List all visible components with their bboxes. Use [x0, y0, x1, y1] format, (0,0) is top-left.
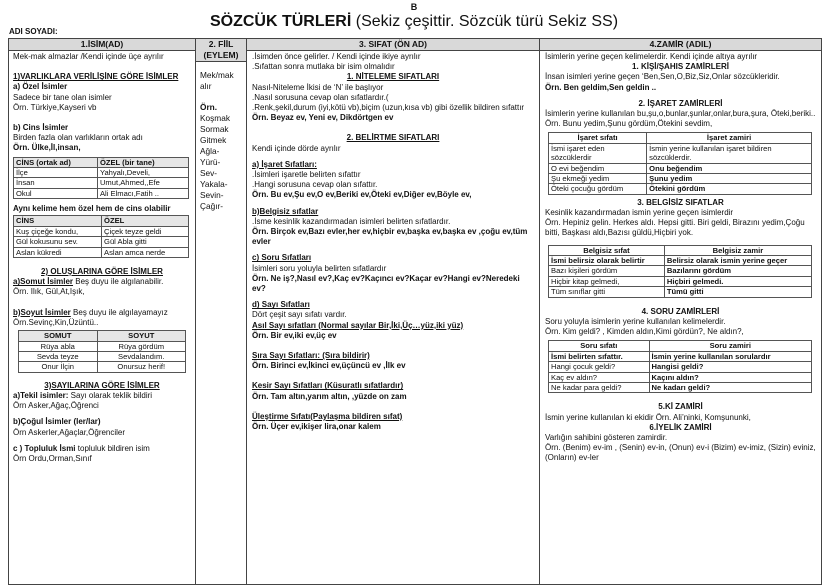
worksheet: [8, 38, 822, 585]
sifat-intro-2: .Sıfattan sonra mutlaka bir isim olmalıdır: [252, 62, 395, 72]
table-cell: Umut,Ahmed,,Efe: [97, 178, 188, 188]
table-row: [549, 256, 812, 266]
table-row: [14, 168, 189, 178]
table-header: Belgisiz sıfat: [549, 245, 665, 255]
sayilarina-title: 3)SAYILARINA GÖRE İSİMLER: [44, 380, 160, 390]
ki-zamir-desc: İsmin yerine kullanılan ki ekidir Örn. Ali’ninki, Komşununki,: [545, 412, 751, 422]
table-cell: Sevda teyze: [19, 351, 98, 361]
table-cell: Aslan amca nerde: [102, 247, 189, 257]
table-cell: Şunu yedim: [647, 174, 812, 184]
table-header: Soru zamiri: [649, 341, 811, 351]
somut-example: Örn. Ilık, Gül,At,Işık,: [13, 287, 85, 297]
fiil-example: Koşmak: [200, 113, 230, 123]
table-cell: Rüya abla: [19, 341, 98, 351]
table-cell: Kaç ev aldın?: [549, 372, 650, 382]
table-row: [549, 351, 812, 361]
tekil-desc: Sayı olarak teklik bildiri: [70, 390, 153, 400]
table-header: ÖZEL (bir tane): [97, 157, 188, 167]
isaret-sifat-line-1: .İsimleri işaretle belirten sıfattır: [252, 170, 361, 180]
table-row: [549, 266, 812, 276]
table-cell: Ötekini gördüm: [647, 184, 812, 194]
somut-title: a)Somut İsimler: [13, 277, 74, 287]
fiil-example: Yakala-: [200, 179, 228, 189]
niteleme-title: 1. NİTELEME SIFATLARI: [346, 72, 440, 82]
fiil-example: Sev-: [200, 168, 218, 178]
table-cell: Hangi çocuk geldi?: [549, 362, 650, 372]
tekil-example: Örn Asker,Ağaç,Öğrenci: [13, 401, 99, 411]
table-row: [14, 247, 189, 257]
title-sub: (Sekiz çeşittir. Sözcük türü Sekiz SS): [355, 13, 619, 30]
topluluk-title: c ) Topluluk İsmi: [13, 443, 76, 453]
topluluk-desc: topluluk bildiren isim: [77, 443, 150, 453]
cogul-title: b)Çoğul İsimler (ler/lar): [13, 417, 101, 427]
sifat-intro-1: .İsimden önce gelirler. / Kendi içinde ikiye ayrılır: [252, 52, 421, 61]
table-cell: O evi beğendim: [549, 163, 647, 173]
belgisiz-sifat-example: Örn. Birçok ev,Bazı evler,her ev,hiçbir ev,başka ev,başka ev ,çoğu ev,tüm evler: [252, 227, 528, 247]
table-row: [14, 178, 189, 188]
kisi-zamir-title: 1. KİŞİ/ŞAHIS ZAMİRLERİ: [632, 62, 729, 72]
iyelik-zamir-title: 6.İYELİK ZAMİRİ: [649, 422, 712, 432]
soru-sifat-line-1: İsimleri soru yoluyla belirten sıfatlardır: [252, 263, 387, 273]
belirtme-desc: Kendi içinde dörde ayrılır: [252, 143, 341, 153]
fiil-line: alır: [200, 81, 212, 91]
table-header: İşaret zamiri: [647, 133, 812, 143]
cogul-example: Örn Askerler,Ağaçlar,Öğrenciler: [13, 427, 126, 437]
soru-zamir-desc: Soru yoluyla isimlerin yerine kullanılan kelimelerdir.: [545, 316, 726, 326]
table-cell: Belirsiz olarak ismin yerine geçer: [664, 256, 811, 266]
sayi-sifat-title: d) Sayı Sıfatları: [252, 300, 310, 310]
table-cell: Onursuz herif!: [97, 362, 185, 372]
table-header: CİNS: [14, 216, 102, 226]
table-row: [549, 362, 812, 372]
cins-ozel-table: [13, 157, 189, 200]
somut-soyut-table: [18, 330, 186, 373]
fiil-example: Sormak: [200, 124, 229, 134]
niteleme-line-1: Nasıl-Niteleme İkisi de ‘N’ ile başlıyor: [252, 82, 384, 92]
ozel-isim-desc: Sadece bir tane olan isimler: [13, 92, 112, 102]
table-cell: Hiçbir kitap gelmedi,: [549, 276, 665, 286]
table-row: [549, 174, 812, 184]
table-cell: İlçe: [14, 168, 98, 178]
soru-zamir-title: 4. SORU ZAMİRLERİ: [641, 306, 720, 316]
page-letter: B: [410, 2, 418, 12]
fiil-header-line1: 2. FİİL: [208, 39, 234, 49]
table-header: Belgisiz zamir: [664, 245, 811, 255]
column-fiil: [196, 39, 247, 584]
belgisiz-zamir-desc: Kesinlik kazandırmadan ismin yerine geçen isimlerdir: [545, 208, 734, 218]
belgisiz-sifat-title: b)Belgisiz sıfatlar: [252, 206, 319, 216]
soru-zamir-example: Örn. Kim geldi? , Kimden aldın,Kimi gördün?, Ne aldın?,: [545, 327, 744, 337]
isim-header: 1.İSİM(AD): [9, 39, 195, 51]
oluslarina-title: 2) OLUŞLARINA GÖRE İSİMLER: [41, 267, 163, 277]
table-cell: Hiçbiri gelmedi.: [664, 276, 811, 286]
isaret-zamir-title: 2. İŞARET ZAMİRLERİ: [638, 98, 723, 108]
name-label: ADI SOYADI:: [9, 27, 58, 36]
table-cell: Yahyalı,Develi,: [97, 168, 188, 178]
table-header: İşaret sıfatı: [549, 133, 647, 143]
table-cell: Rüya gördüm: [97, 341, 185, 351]
isaret-table: [548, 132, 812, 194]
asil-sayi-title: Asıl Sayı sıfatları (Normal sayılar Bir,İki,Üç…yüz,iki yüz): [252, 320, 464, 330]
soru-table: [548, 340, 812, 393]
belgisiz-zamir-example: Örn. Hepiniz gelin. Herkes aldı. Hepsi gitti. Biri geldi, Birazını yedim,Çoğu bitti, Başkası aldı,Bazısı güldü,Hiçbiri yok.: [545, 218, 805, 238]
table-row: [549, 163, 812, 173]
asil-sayi-example: Örn. Bir ev,iki ev,üç ev: [252, 330, 337, 340]
isaret-sifat-example: Örn. Bu ev,Şu ev,O ev,Beriki ev,Öteki ev,Diğer ev,Böyle ev,: [252, 190, 472, 200]
table-cell: Bazı kişileri gördüm: [549, 266, 665, 276]
varliklara-title: 1)VARLIKLARA VERİLİŞİNE GÖRE İSİMLER: [13, 72, 179, 82]
topluluk-example: Örn Ordu,Orman,Sınıf: [13, 453, 92, 463]
table-cell: Onur İlçin: [19, 362, 98, 372]
table-row: [549, 372, 812, 382]
iyelik-zamir-desc: Varlığın sahibini gösteren zamirdir.: [545, 432, 668, 442]
fiil-example-label: Örn.: [200, 102, 218, 112]
cins-isim-example: Örn. Ülke,İl,insan,: [13, 143, 81, 153]
isaret-sifat-title: a) İşaret Sıfatları:: [252, 159, 317, 169]
table-row: [549, 382, 812, 392]
soyut-title: b)Soyut İsimler: [13, 307, 71, 317]
cins-isim-desc: Birden fazla olan varlıkların ortak adı: [13, 133, 143, 143]
ozel-isim-example: Örn. Türkiye,Kayseri vb: [13, 102, 97, 112]
belirtme-title: 2. BELİRTME SIFATLARI: [346, 133, 440, 143]
table-row: [14, 188, 189, 198]
kisi-zamir-desc: İnsan isimleri yerine geçen ‘Ben,Sen,O,Biz,Siz,Onlar sözcükleridir.: [545, 72, 780, 82]
belgisiz-sifat-line-1: .İsme kesinlik kazandırmadan isimleri belirten sıfatlardır.: [252, 216, 451, 226]
zamir-intro: İsimlerin yerine geçen kelimelerdir. Kendi içinde altıya ayrılır: [545, 52, 758, 61]
column-isim: [9, 39, 196, 584]
both-note: Aynı kelime hem özel hem de cins olabilir: [13, 204, 171, 214]
soyut-desc: Beş duyu ile algılayamayız: [73, 307, 168, 317]
table-row: [14, 226, 189, 236]
soyut-example: Örn.Sevinç,Kin,Üzüntü..: [13, 317, 99, 327]
table-cell: Gül kokusunu sev.: [14, 237, 102, 247]
isaret-sifat-line-2: .Hangi sorusuna cevap olan sıfattır.: [252, 180, 378, 190]
table-header: ÖZEL: [102, 216, 189, 226]
iyelik-zamir-example: Örn. (Benim) ev-im , (Senin) ev-in, (Onun) ev-i (Bizim) ev-imiz, (Sizin) eviniz,(Onların) ev-ler: [545, 443, 816, 463]
fiil-example: Sevin-: [200, 190, 224, 200]
table-row: [549, 143, 812, 163]
ozel-isim-title: a) Özel İsimler: [13, 82, 68, 92]
table-cell: Okul: [14, 188, 98, 198]
table-cell: Sevdalandım.: [97, 351, 185, 361]
table-cell: Çiçek teyze geldi: [102, 226, 189, 236]
table-row: [19, 341, 186, 351]
fiil-example: Gitmek: [200, 135, 227, 145]
table-row: [14, 237, 189, 247]
table-cell: İsmi işaret eden sözcüklerdir: [549, 143, 647, 163]
soru-sifat-example: Örn. Ne iş?,Nasıl ev?,Kaç ev?Kaçıncı ev?Kaçar ev?Hangi ev?Neredeki ev?: [252, 273, 520, 294]
fiil-header-line2: (EYLEM): [203, 50, 239, 60]
table-cell: Gül Abla gitti: [102, 237, 189, 247]
table-row: [19, 362, 186, 372]
table-header: SOYUT: [97, 331, 185, 341]
zamir-header: 4.ZAMİR (ADIL): [540, 39, 821, 51]
table-cell: Ne kadar para geldi?: [549, 382, 650, 392]
table-header: Soru sıfatı: [549, 341, 650, 351]
cins-ozel-table-2: [13, 215, 189, 258]
table-cell: Kuş çiçeğe kondu,: [14, 226, 102, 236]
sira-sayi-title: Sıra Sayı Sıfatları: (Sıra bildirir): [252, 351, 370, 361]
column-zamir: [540, 39, 821, 584]
table-cell: Aslan kükredi: [14, 247, 102, 257]
ulestirme-example: Örn. Üçer ev,ikişer lira,onar kalem: [252, 422, 381, 432]
fiil-header: [196, 39, 246, 62]
isim-intro: Mek-mak almazlar /Kendi içinde üçe ayrılır: [13, 52, 164, 61]
niteleme-example: Örn. Beyaz ev, Yeni ev, Dikdörtgen ev: [252, 113, 394, 123]
table-row: [549, 276, 812, 286]
table-row: [549, 287, 812, 297]
table-cell: Hangisi geldi?: [649, 362, 811, 372]
fiil-example: Yürü-: [200, 157, 221, 167]
kesir-sayi-example: Örn. Tam altın,yarım altın, ,yüzde on zam: [252, 391, 407, 401]
cins-isim-title: b) Cins İsimler: [13, 123, 69, 133]
title-main: SÖZCÜK TÜRLERİ: [209, 13, 352, 30]
table-cell: İsmi belirsiz olarak belirtir: [549, 256, 665, 266]
fiil-line: Mek/mak: [200, 70, 234, 80]
table-cell: Şu ekmeği yedim: [549, 174, 647, 184]
niteleme-line-2: .Nasıl sorusuna cevap olan sıfatlardır.(: [252, 92, 389, 102]
table-cell: Kaçını aldın?: [649, 372, 811, 382]
fiil-example: Çağır-: [200, 201, 224, 211]
table-cell: İsmin yerine kullanılan işaret bildiren sözcüklerdir.: [647, 143, 812, 163]
kesir-sayi-title: Kesir Sayı Sıfatları (Küsuratlı sıfatlardır): [252, 381, 404, 391]
ulestirme-title: Üleştirme Sıfatı(Paylaşma bildiren sıfat): [252, 411, 403, 421]
table-row: [19, 351, 186, 361]
isaret-zamir-desc: İsimlerin yerine kullanılan bu,şu,o,bunlar,şunlar,onlar,bura,şura, Öteki,beriki.. Örn. Bunu yedim,Şunu gördüm,Ötekini sevdim,: [545, 109, 816, 129]
table-cell: Tüm sınıflar gitti: [549, 287, 665, 297]
table-row: [549, 184, 812, 194]
table-cell: Bazılarını gördüm: [664, 266, 811, 276]
page-title: [0, 13, 828, 31]
ki-zamir-title: 5.Kİ ZAMİRİ: [658, 402, 703, 412]
soru-sifat-title: c) Soru Sıfatları: [252, 253, 312, 263]
sayi-sifat-line-1: Dört çeşit sayı sıfatı vardır.: [252, 310, 347, 320]
column-sifat: [247, 39, 540, 584]
belgisiz-table: [548, 245, 812, 298]
table-header: SOMUT: [19, 331, 98, 341]
table-cell: Öteki çocuğu gördüm: [549, 184, 647, 194]
sifat-header: 3. SIFAT (ÖN AD): [247, 39, 539, 51]
tekil-title: a)Tekil isimler:: [13, 390, 69, 400]
table-cell: İsmin yerine kullanılan sorulardır: [649, 351, 811, 361]
fiil-example: Ağla-: [200, 146, 220, 156]
table-cell: Ali Elmacı,Fatih ..: [97, 188, 188, 198]
table-cell: Onu beğendim: [647, 163, 812, 173]
belgisiz-zamir-title: 3. BELGİSİZ SIFATLAR: [637, 197, 724, 207]
table-cell: İsmi belirten sıfattır.: [549, 351, 650, 361]
table-header: CİNS (ortak ad): [14, 157, 98, 167]
niteleme-line-3: .Renk,şekil,durum (iyi,kötü vb),biçim (uzun,kısa vb) gibi özellik bildiren sıfattır: [252, 103, 525, 113]
somut-desc: Beş duyu ile algılanabilir.: [75, 277, 164, 287]
table-cell: Tümü gitti: [664, 287, 811, 297]
table-cell: İnsan: [14, 178, 98, 188]
table-cell: Ne kadarı geldi?: [649, 382, 811, 392]
sira-sayi-example: Örn. Birinci ev,İkinci ev,üçüncü ev ,İlk ev: [252, 361, 406, 371]
kisi-zamir-example: Örn. Ben geldim,Sen geldin ..: [545, 82, 657, 92]
